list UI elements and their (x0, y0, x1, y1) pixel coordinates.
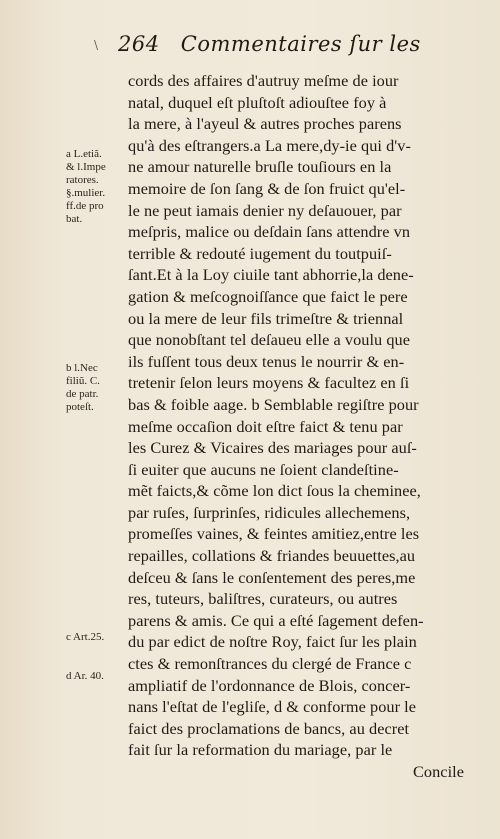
text-line: promeſſes vaines, & feintes amitiez,entre les (128, 524, 420, 544)
text-line: memoire de ſon ſang & de ſon fruict qu'el- (128, 178, 406, 198)
marginal-note-c: c Art.25. (66, 631, 105, 643)
running-header (118, 32, 421, 56)
text-line: tretenir ſelon leurs moyens & facultez en ſi (128, 373, 410, 393)
text-line: que nonobſtant tel deſaueu elle a voulu que (128, 330, 411, 350)
text-line: meſme occaſion doit eſtre faict & tenu par (128, 416, 403, 436)
marginal-note-b: b l.Nec filiũ. C. de patr. poteſt. (66, 362, 100, 413)
text-line: ne amour naturelle bruſle touſiours en la (128, 157, 392, 177)
text-line: parens & amis. Ce qui a eſté ſagement defen- (128, 610, 424, 630)
text-line: ils fuſſent tous deux tenus le nourrir & en- (128, 351, 405, 371)
text-line: deſceu & ſans le conſentement des peres,me (128, 567, 416, 587)
text-line: qu'à des eſtrangers.a La mere,dy-ie qui d'v- (128, 135, 411, 155)
text-line: ampliatif de l'ordonnance de Blois, concer- (128, 675, 411, 695)
body-text (128, 70, 464, 783)
text-line: fait ſur la reformation du mariage, par le (128, 740, 393, 760)
marginal-note-a: a L.etiã. & l.Impe ratores. §.mulier. ff.de pro bat. (66, 148, 106, 225)
text-line: la mere, à l'ayeul & autres proches parens (128, 114, 402, 134)
corner-mark: \ (94, 38, 99, 52)
text-line: repailles, collations & friandes beuuettes,au (128, 546, 416, 566)
text-line: du par edict de noſtre Roy, faict ſur les plain (128, 632, 417, 652)
text-line: faict des proclamations de bancs, au decret (128, 718, 410, 738)
text-line: par ruſes, ſurprinſes, ridicules allechemens, (128, 502, 411, 522)
text-line: cords des affaires d'autruy meſme de iour (128, 71, 399, 90)
text-line: ctes & remonſtrances du clergé de France c (128, 654, 412, 674)
text-line: ſant.Et à la Loy ciuile tant abhorrie,la dene- (128, 265, 414, 285)
catchword: Concile (413, 762, 464, 781)
text-line: ſi euiter que aucuns ne ſoient clandeſtine- (128, 459, 399, 479)
text-line: les Curez & Vicaires des mariages pour auſ- (128, 438, 417, 458)
text-line: nans l'eſtat de l'egliſe, d & conforme pour le (128, 697, 417, 717)
page-number: 264 (118, 32, 160, 56)
text-line: bas & foible aage. b Semblable regiſtre pour (128, 394, 419, 414)
text-line: mẽt faicts,& cõme lon dict ſous la cheminee, (128, 481, 421, 501)
text-line: terrible & redouté iugement du toutpuiſ- (128, 243, 392, 263)
text-line: natal, duquel eſt pluſtoſt adiouſtee foy à (128, 92, 387, 112)
text-line: res, tuteurs, baliſtres, curateurs, ou autres (128, 589, 398, 609)
marginal-note-d: d Ar. 40. (66, 670, 104, 682)
running-title: Commentaires ſur les (180, 32, 421, 56)
text-line: ou la mere de leur fils trimeſtre & triennal (128, 308, 404, 328)
text-line: le ne peut iamais denier ny deſauouer, par (128, 200, 402, 220)
text-line: meſpris, malice ou deſdain ſans attendre vn (128, 222, 411, 242)
text-line: gation & meſcognoiſſance que faict le pere (128, 286, 408, 306)
